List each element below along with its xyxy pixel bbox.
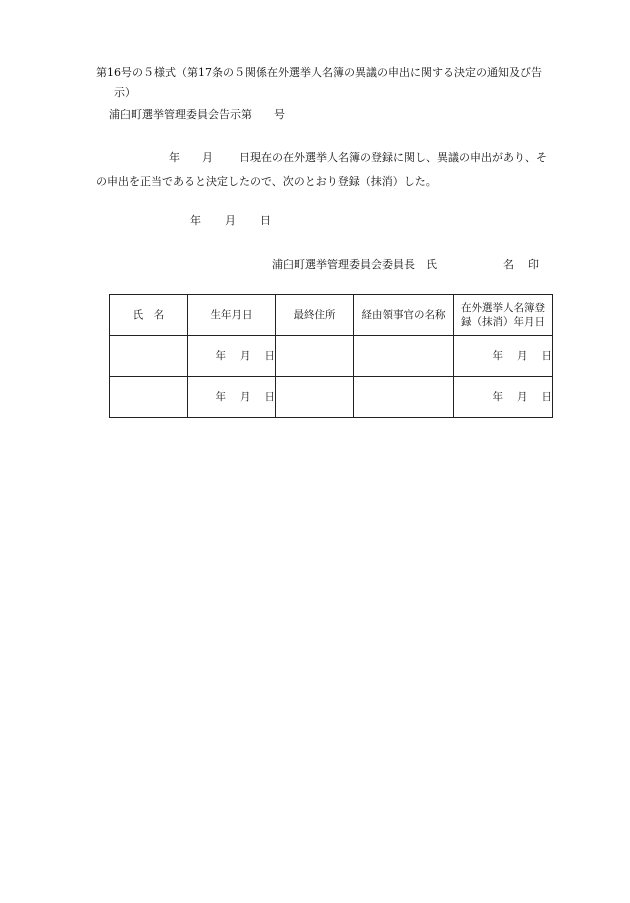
birth-day: 日 — [264, 350, 275, 362]
notice-number: 浦臼町選挙管理委員会告示第 号 — [109, 108, 285, 121]
cell-name — [110, 336, 188, 377]
birth-day: 日 — [264, 391, 275, 403]
reg-year: 年 — [492, 391, 503, 403]
body-paragraph-line-1 — [109, 151, 547, 165]
body-year: 年 — [169, 151, 180, 164]
cell-registration-date — [454, 377, 553, 418]
cell-last-address — [276, 336, 354, 377]
reg-month: 月 — [517, 350, 528, 362]
body-month: 月 — [202, 151, 213, 164]
body-paragraph-line-2: の申出を正当であると決定したので、次のとおり登録（抹消）した。 — [96, 175, 437, 188]
header-registration-date-line1: 在外選挙人名簿登 — [461, 302, 545, 314]
cell-name — [110, 377, 188, 418]
signature-line — [272, 258, 539, 272]
cell-consulate — [354, 336, 454, 377]
form-title: 第16号の５様式（第17条の５関係在外選挙人名簿の異議の申出に関する決定の通知及び告 — [96, 66, 542, 79]
birth-year: 年 — [215, 391, 226, 403]
header-registration-date — [454, 295, 553, 336]
issue-date-year: 年 — [190, 214, 201, 227]
form-title-continuation: 示） — [114, 86, 136, 99]
reg-year: 年 — [492, 350, 503, 362]
birth-month: 月 — [240, 391, 251, 403]
header-consulate: 経由領事官の名称 — [354, 295, 454, 336]
issue-date-month: 月 — [225, 214, 236, 227]
table-header-row — [110, 295, 553, 336]
birth-month: 月 — [240, 350, 251, 362]
reg-day: 日 — [541, 391, 552, 403]
table-row — [110, 336, 553, 377]
reg-month: 月 — [517, 391, 528, 403]
register-table — [109, 294, 553, 418]
reg-day: 日 — [541, 350, 552, 362]
signature-name-label: 名 — [503, 258, 514, 271]
cell-registration-date — [454, 336, 553, 377]
header-name: 氏 名 — [110, 295, 188, 336]
cell-birthdate — [188, 377, 276, 418]
header-birthdate: 生年月日 — [188, 295, 276, 336]
issue-date-day: 日 — [260, 214, 271, 227]
signature-org: 浦臼町選挙管理委員会委員長 氏 — [272, 258, 437, 271]
issue-date — [190, 214, 271, 228]
cell-birthdate — [188, 336, 276, 377]
header-registration-date-line2: 録（抹消）年月日 — [461, 316, 545, 328]
table-row — [110, 377, 553, 418]
body-text: 日現在の在外選挙人名簿の登録に関し、異議の申出があり、そ — [239, 151, 547, 164]
cell-last-address — [276, 377, 354, 418]
header-last-address: 最終住所 — [276, 295, 354, 336]
birth-year: 年 — [215, 350, 226, 362]
cell-consulate — [354, 377, 454, 418]
seal-mark: 印 — [528, 258, 539, 271]
